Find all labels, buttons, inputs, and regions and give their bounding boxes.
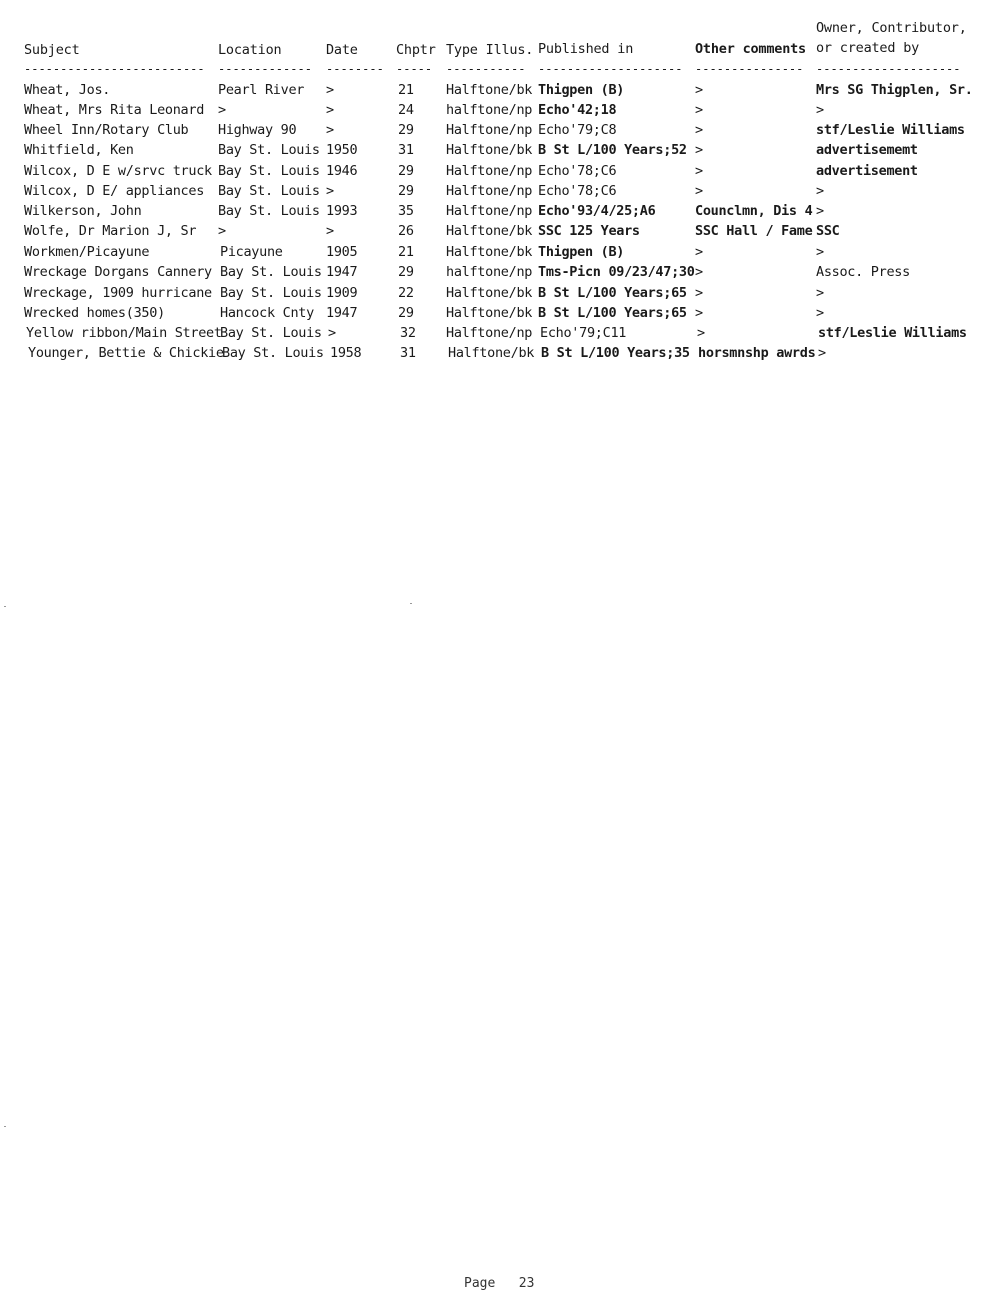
header-rule-comments: --------------- (695, 62, 804, 76)
cell-subject: Wolfe, Dr Marion J, Sr (24, 223, 197, 239)
cell-date: 1905 (326, 244, 358, 260)
header-rule-date: -------- (326, 62, 384, 76)
header-location: Location (218, 42, 282, 58)
page-footer (464, 1276, 534, 1292)
cell-date: 1947 (326, 264, 358, 280)
header-subject: Subject (24, 42, 80, 58)
cell-owner: Mrs SG Thigplen, Sr. (816, 82, 973, 98)
cell-chptr: 29 (398, 305, 414, 321)
cell-chptr: 21 (398, 244, 414, 260)
table-row (0, 283, 992, 303)
cell-comments: > (697, 325, 705, 341)
cell-published: Thigpen (B) (538, 82, 625, 98)
cell-comments: > (695, 142, 703, 158)
cell-chptr: 21 (398, 82, 414, 98)
cell-location: Bay St. Louis (218, 183, 320, 199)
cell-type: Halftone/bk (446, 285, 533, 301)
cell-location: Bay St. Louis (220, 325, 322, 341)
table-row (0, 120, 992, 140)
cell-type: Halftone/bk (446, 305, 533, 321)
header-type-illus: Type Illus. (446, 42, 534, 58)
table-row (0, 242, 992, 262)
cell-comments: > (695, 122, 703, 138)
cell-date: > (326, 183, 334, 199)
scan-speck (410, 603, 412, 604)
cell-subject: Wheel Inn/Rotary Club (24, 122, 189, 138)
cell-comments: > (695, 183, 703, 199)
cell-published: Thigpen (B) (538, 244, 625, 260)
cell-published: Echo'78;C6 (538, 183, 617, 199)
header-other-comments: Other comments (695, 41, 806, 57)
table-row (0, 161, 992, 181)
cell-comments: SSC Hall / Fame (695, 223, 813, 239)
cell-owner: advertisememt (816, 142, 918, 158)
cell-location: Bay St. Louis (218, 163, 320, 179)
header-rule-location: ------------- (218, 62, 312, 76)
cell-published: B St L/100 Years;52 (538, 142, 687, 158)
table-row (0, 201, 992, 221)
cell-location: Pearl River (218, 82, 305, 98)
cell-comments: > (695, 305, 703, 321)
cell-type: Halftone/np (446, 122, 533, 138)
cell-date: > (328, 325, 336, 341)
table-row (0, 343, 992, 363)
cell-location: Bay St. Louis (220, 285, 322, 301)
table-row (0, 303, 992, 323)
cell-published: Echo'78;C6 (538, 163, 617, 179)
table-row (0, 323, 992, 343)
header-owner-line2: or created by (816, 40, 920, 56)
header-rule-owner: -------------------- (816, 62, 961, 76)
scan-speck (4, 606, 6, 607)
table-row (0, 262, 992, 282)
page-label: Page (464, 1276, 496, 1291)
cell-subject: Wilkerson, John (24, 203, 142, 219)
cell-subject: Wilcox, D E w/srvc truck (24, 163, 212, 179)
table-row (0, 100, 992, 120)
cell-comments: horsmnshp awrds (698, 345, 816, 361)
cell-published: Echo'79;C8 (538, 122, 617, 138)
cell-location: Highway 90 (218, 122, 297, 138)
cell-published: Echo'93/4/25;A6 (538, 203, 656, 219)
cell-type: Halftone/bk (446, 223, 533, 239)
cell-location: Hancock Cnty (220, 305, 314, 321)
cell-chptr: 35 (398, 203, 414, 219)
cell-subject: Younger, Bettie & Chickie (28, 345, 224, 361)
page-number: 23 (518, 1276, 535, 1291)
cell-date: > (326, 223, 334, 239)
table-row (0, 80, 992, 100)
cell-owner: > (816, 102, 824, 118)
cell-date: 1958 (330, 345, 362, 361)
cell-date: 1993 (326, 203, 358, 219)
scan-speck (4, 1126, 6, 1127)
cell-subject: Wreckage Dorgans Cannery (24, 264, 212, 280)
cell-subject: Yellow ribbon/Main Street (26, 325, 222, 341)
cell-chptr: 29 (398, 163, 414, 179)
cell-type: Halftone/np (446, 325, 533, 341)
cell-type: Halftone/bk (446, 142, 533, 158)
cell-comments: > (695, 163, 703, 179)
cell-date: 1950 (326, 142, 358, 158)
cell-chptr: 32 (400, 325, 416, 341)
cell-owner: > (816, 244, 824, 260)
table-row (0, 221, 992, 241)
cell-type: halftone/np (446, 102, 533, 118)
table-row (0, 140, 992, 160)
cell-type: Halftone/bk (446, 82, 533, 98)
cell-published: SSC 125 Years (538, 223, 640, 239)
cell-comments: Counclmn, Dis 4 (695, 203, 813, 219)
cell-location: Bay St. Louis (222, 345, 324, 361)
cell-subject: Whitfield, Ken (24, 142, 134, 158)
cell-chptr: 29 (398, 183, 414, 199)
cell-owner: > (816, 305, 824, 321)
cell-owner: > (816, 285, 824, 301)
header-rule-chptr: ----- (396, 62, 433, 76)
cell-published: B St L/100 Years;65 (538, 305, 687, 321)
cell-subject: Wheat, Mrs Rita Leonard (24, 102, 205, 118)
cell-date: 1909 (326, 285, 358, 301)
cell-date: 1946 (326, 163, 358, 179)
cell-type: Halftone/bk (448, 345, 535, 361)
cell-owner: > (816, 203, 824, 219)
cell-owner: stf/Leslie Williams (816, 122, 965, 138)
cell-comments: > (695, 102, 703, 118)
cell-date: > (326, 122, 334, 138)
cell-date: > (326, 102, 334, 118)
cell-chptr: 24 (398, 102, 414, 118)
cell-subject: Wilcox, D E/ appliances (24, 183, 205, 199)
cell-type: Halftone/np (446, 163, 533, 179)
cell-owner: > (816, 183, 824, 199)
header-chptr: Chptr (396, 42, 436, 58)
cell-chptr: 22 (398, 285, 414, 301)
cell-published: Echo'42;18 (538, 102, 617, 118)
cell-owner: advertisement (816, 163, 918, 179)
cell-owner: > (818, 345, 826, 361)
cell-published: B St L/100 Years;65 (538, 285, 687, 301)
cell-type: Halftone/bk (446, 244, 533, 260)
header-rule-type: ----------- (446, 62, 526, 76)
cell-date: > (326, 82, 334, 98)
table-row (0, 181, 992, 201)
cell-location: Picayune (220, 244, 283, 260)
cell-chptr: 29 (398, 122, 414, 138)
cell-owner: stf/Leslie Williams (818, 325, 967, 341)
cell-type: halftone/np (446, 264, 533, 280)
cell-chptr: 31 (398, 142, 414, 158)
cell-location: > (218, 223, 226, 239)
cell-subject: Workmen/Picayune (24, 244, 150, 260)
cell-chptr: 26 (398, 223, 414, 239)
cell-published: Tms-Picn 09/23/47;30 (538, 264, 695, 280)
cell-owner: Assoc. Press (816, 264, 910, 280)
header-date: Date (326, 42, 358, 58)
cell-location: Bay St. Louis (220, 264, 322, 280)
cell-subject: Wheat, Jos. (24, 82, 111, 98)
header-rule-published: -------------------- (538, 62, 683, 76)
header-owner-line1: Owner, Contributor, (816, 20, 967, 36)
cell-published: B St L/100 Years;35 (541, 345, 690, 361)
header-published-in: Published in (538, 41, 634, 57)
cell-chptr: 29 (398, 264, 414, 280)
cell-comments: > (695, 264, 703, 280)
cell-comments: > (695, 82, 703, 98)
cell-published: Echo'79;C11 (540, 325, 627, 341)
cell-subject: Wrecked homes(350) (24, 305, 165, 321)
cell-subject: Wreckage, 1909 hurricane (24, 285, 212, 301)
cell-date: 1947 (326, 305, 358, 321)
cell-comments: > (695, 244, 703, 260)
cell-type: Halftone/np (446, 183, 533, 199)
cell-owner: SSC (816, 223, 840, 239)
cell-location: Bay St. Louis (218, 203, 320, 219)
cell-chptr: 31 (400, 345, 416, 361)
cell-type: Halftone/np (446, 203, 533, 219)
cell-location: > (218, 102, 226, 118)
cell-comments: > (695, 285, 703, 301)
cell-location: Bay St. Louis (218, 142, 320, 158)
header-rule-subject: ------------------------- (24, 62, 205, 76)
